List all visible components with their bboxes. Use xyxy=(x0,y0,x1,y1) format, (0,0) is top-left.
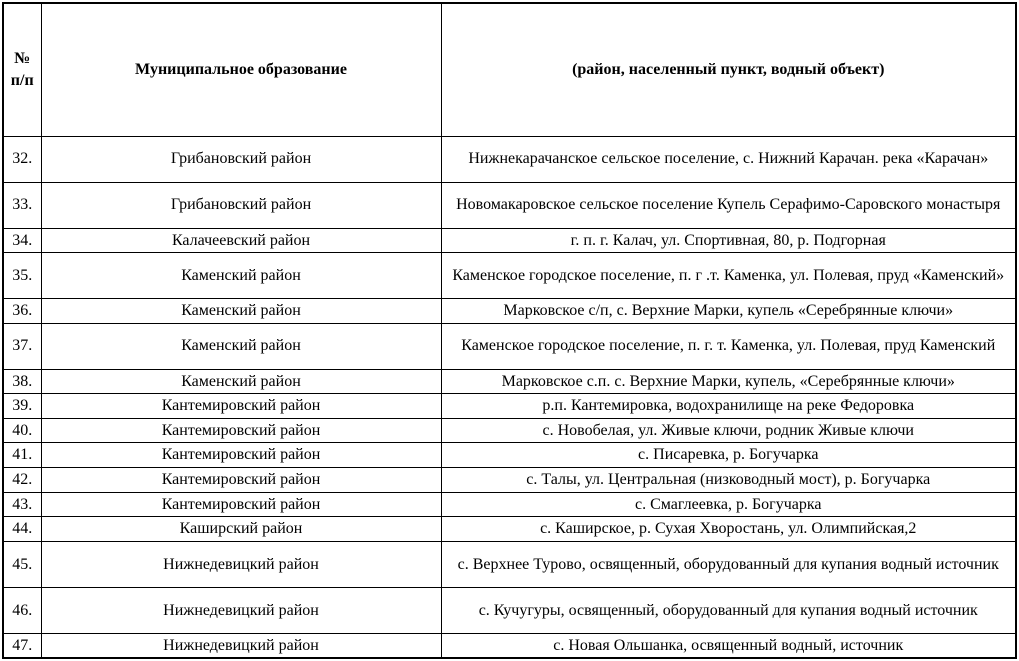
location-cell: с. Писаревка, р. Богучарка xyxy=(441,443,1016,468)
row-number-cell: 38. xyxy=(3,369,41,394)
row-number-cell: 34. xyxy=(3,228,41,253)
location-cell: Нижнекарачанское сельское поселение, с. Нижний Карачан. река «Карачан» xyxy=(441,136,1016,182)
municipality-cell: Каменский район xyxy=(41,253,441,299)
location-cell: с. Новая Ольшанка, освященный водный, источник xyxy=(441,633,1016,658)
municipality-cell: Нижнедевицкий район xyxy=(41,633,441,658)
location-cell: с. Смаглеевка, р. Богучарка xyxy=(441,492,1016,517)
row-number-cell: 32. xyxy=(3,136,41,182)
row-number-cell: 35. xyxy=(3,253,41,299)
municipality-cell: Каменский район xyxy=(41,299,441,324)
municipality-cell: Грибановский район xyxy=(41,136,441,182)
row-number-cell: 47. xyxy=(3,633,41,658)
location-cell: р.п. Кантемировка, водохранилище на реке Федоровка xyxy=(441,394,1016,419)
row-number-cell: 36. xyxy=(3,299,41,324)
municipality-cell: Каширский район xyxy=(41,517,441,542)
municipality-cell: Каменский район xyxy=(41,323,441,369)
water-objects-table xyxy=(2,2,1017,659)
row-number-cell: 33. xyxy=(3,182,41,228)
municipality-cell: Грибановский район xyxy=(41,182,441,228)
location-cell: с. Каширское, р. Сухая Хворостань, ул. Олимпийская,2 xyxy=(441,517,1016,542)
table-row xyxy=(3,228,1016,253)
location-cell: с. Талы, ул. Центральная (низководный мост), р. Богучарка xyxy=(441,468,1016,493)
municipality-cell: Кантемировский район xyxy=(41,394,441,419)
table-row xyxy=(3,517,1016,542)
municipality-cell: Кантемировский район xyxy=(41,468,441,493)
header-location: (район, населенный пункт, водный объект) xyxy=(441,3,1016,136)
table-row xyxy=(3,369,1016,394)
row-number-cell: 41. xyxy=(3,443,41,468)
table-body xyxy=(3,136,1016,658)
row-number-cell: 44. xyxy=(3,517,41,542)
table-row xyxy=(3,633,1016,658)
location-cell: Марковское с.п. с. Верхние Марки, купель, «Серебрянные ключи» xyxy=(441,369,1016,394)
row-number-cell: 40. xyxy=(3,418,41,443)
municipality-cell: Нижнедевицкий район xyxy=(41,587,441,633)
table-row xyxy=(3,587,1016,633)
table-row xyxy=(3,418,1016,443)
table-row xyxy=(3,468,1016,493)
table-row xyxy=(3,541,1016,587)
row-number-cell: 43. xyxy=(3,492,41,517)
table-row xyxy=(3,182,1016,228)
municipality-cell: Каменский район xyxy=(41,369,441,394)
municipality-cell: Кантемировский район xyxy=(41,443,441,468)
location-cell: Каменское городское поселение, п. г .т. Каменка, ул. Полевая, пруд «Каменский» xyxy=(441,253,1016,299)
row-number-cell: 39. xyxy=(3,394,41,419)
header-row xyxy=(3,3,1016,136)
table-row xyxy=(3,299,1016,324)
location-cell: с. Кучугуры, освященный, оборудованный для купания водный источник xyxy=(441,587,1016,633)
location-cell: Марковское с/п, с. Верхние Марки, купель «Серебрянные ключи» xyxy=(441,299,1016,324)
location-cell: с. Верхнее Турово, освященный, оборудованный для купания водный источник xyxy=(441,541,1016,587)
table-row xyxy=(3,492,1016,517)
location-cell: г. п. г. Калач, ул. Спортивная, 80, р. Подгорная xyxy=(441,228,1016,253)
row-number-cell: 45. xyxy=(3,541,41,587)
table-row xyxy=(3,394,1016,419)
row-number-cell: 46. xyxy=(3,587,41,633)
header-num: № п/п xyxy=(3,3,41,136)
municipality-cell: Кантемировский район xyxy=(41,492,441,517)
row-number-cell: 42. xyxy=(3,468,41,493)
location-cell: с. Новобелая, ул. Живые ключи, родник Живые ключи xyxy=(441,418,1016,443)
table-row xyxy=(3,323,1016,369)
table-row xyxy=(3,136,1016,182)
location-cell: Каменское городское поселение, п. г. т. Каменка, ул. Полевая, пруд Каменский xyxy=(441,323,1016,369)
table-row xyxy=(3,253,1016,299)
row-number-cell: 37. xyxy=(3,323,41,369)
municipality-cell: Нижнедевицкий район xyxy=(41,541,441,587)
municipality-cell: Калачеевский район xyxy=(41,228,441,253)
header-municipality: Муниципальное образование xyxy=(41,3,441,136)
table-header xyxy=(3,3,1016,136)
municipality-cell: Кантемировский район xyxy=(41,418,441,443)
table-row xyxy=(3,443,1016,468)
location-cell: Новомакаровское сельское поселение Купель Серафимо-Саровского монастыря xyxy=(441,182,1016,228)
